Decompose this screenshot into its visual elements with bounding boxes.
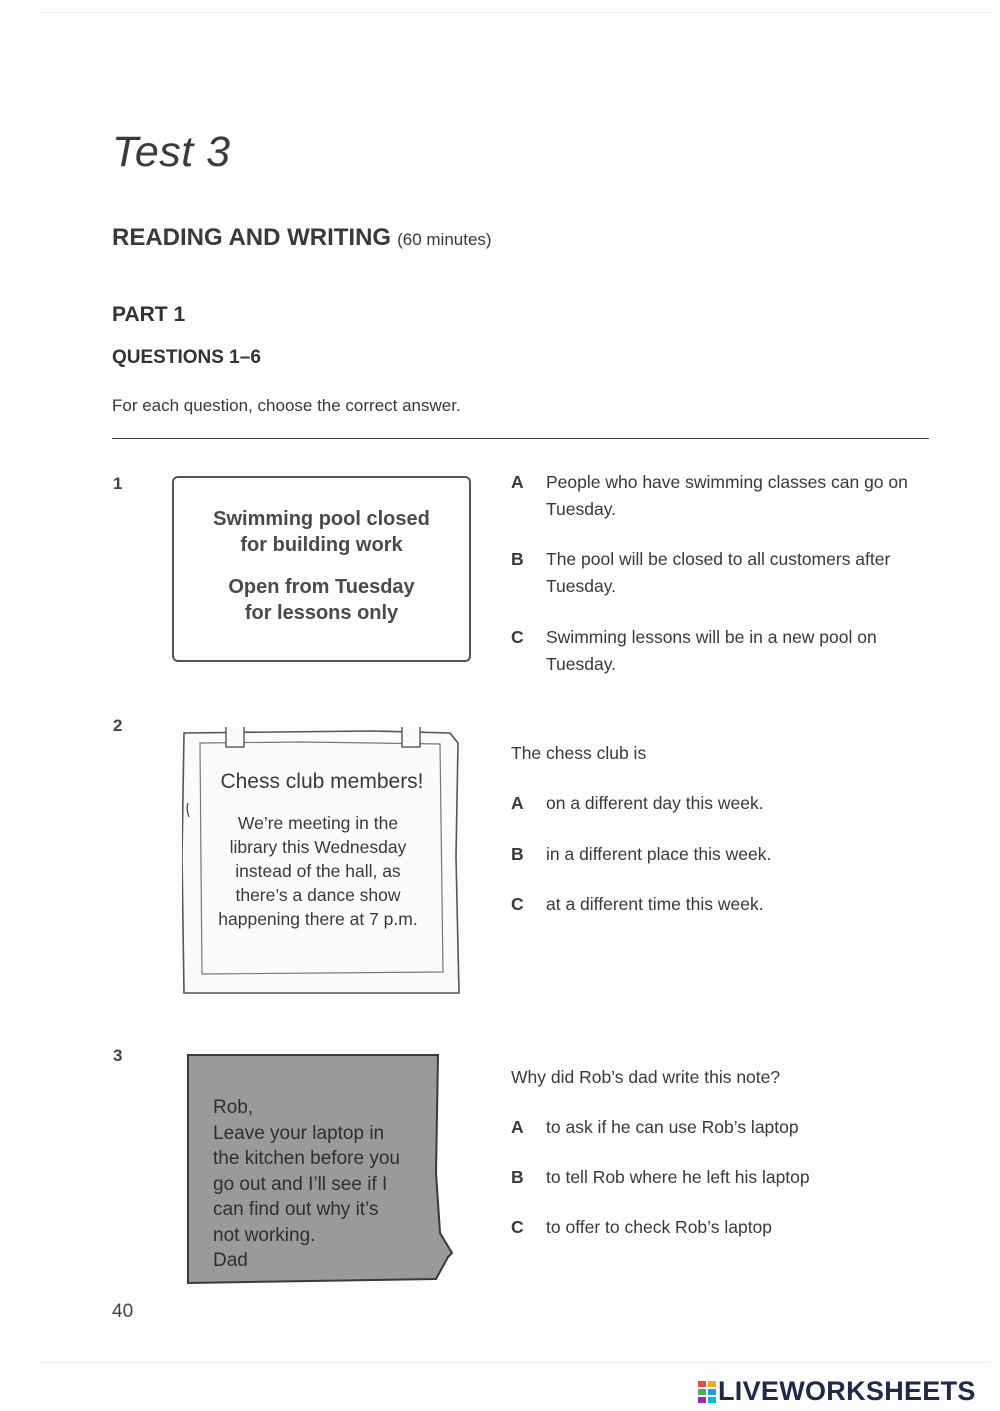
question-number: 3	[113, 1046, 123, 1065]
bottom-edge-line	[38, 1362, 990, 1363]
answer-option-a[interactable]	[511, 1114, 926, 1141]
note-line: not working.	[213, 1224, 316, 1246]
option-text: in a different place this week.	[546, 844, 772, 864]
option-text: The pool will be closed to all customers after Tuesday.	[546, 549, 891, 596]
question-number: 1	[113, 474, 123, 493]
answer-option-b[interactable]	[511, 546, 926, 600]
option-text: on a different day this week.	[546, 793, 764, 813]
note-line: Rob,	[213, 1097, 254, 1118]
option-letter: A	[511, 793, 524, 813]
test-title: Test 3	[112, 128, 231, 176]
note-line: can find out why it’s	[213, 1199, 379, 1220]
question-stem: Why did Rob’s dad write this note?	[511, 1067, 781, 1087]
questions-range: QUESTIONS 1–6	[112, 347, 261, 368]
notice-line: for lessons only	[244, 602, 399, 624]
top-edge-line	[38, 12, 990, 13]
option-letter: C	[511, 1217, 524, 1237]
question-number: 2	[113, 716, 123, 735]
brand-name: LIVEWORKSHEETS	[718, 1376, 976, 1406]
option-text: People who have swimming classes can go on Tuesday.	[546, 472, 908, 519]
option-letter: C	[511, 627, 524, 647]
note-line: Leave your laptop in	[213, 1122, 385, 1144]
note-line: go out and I’ll see if I	[213, 1173, 388, 1195]
option-letter: B	[511, 844, 524, 864]
instruction-text: For each question, choose the correct answer.	[112, 396, 461, 415]
answer-option-a[interactable]	[511, 469, 926, 523]
notice-line: Swimming pool closed	[213, 508, 430, 530]
option-text: to offer to check Rob’s laptop	[546, 1217, 773, 1237]
option-letter: B	[511, 1167, 524, 1187]
option-letter: A	[511, 1117, 524, 1137]
option-letter: A	[511, 472, 524, 492]
liveworksheets-icon	[698, 1381, 716, 1403]
answer-option-b[interactable]	[511, 841, 926, 868]
chess-notice-heading: Chess club members!	[220, 770, 424, 793]
option-text: to tell Rob where he left his laptop	[546, 1167, 810, 1187]
notice-line: for building work	[240, 534, 403, 556]
option-letter: B	[511, 549, 524, 569]
option-letter: C	[511, 894, 524, 914]
section-title: READING AND WRITING	[112, 224, 392, 251]
answer-option-c[interactable]	[511, 891, 926, 918]
option-text: to ask if he can use Rob’s laptop	[546, 1117, 799, 1137]
answer-option-c[interactable]	[511, 624, 926, 678]
section-divider	[112, 438, 929, 439]
notice-text-1	[174, 506, 469, 558]
sticky-note-text	[213, 1095, 443, 1274]
section-heading	[112, 224, 492, 252]
option-text: Swimming lessons will be in a new pool on Tuesday.	[546, 627, 877, 674]
chess-notice-body: We’re meeting in the library this Wednesday instead of the hall, as there’s a dance show happening there at 7 p.m.	[218, 813, 418, 929]
note-line: the kitchen before you	[213, 1148, 400, 1169]
note-line: Dad	[213, 1250, 248, 1271]
option-text: at a different time this week.	[546, 894, 764, 914]
part-heading: PART 1	[112, 303, 186, 326]
liveworksheets-logo[interactable]	[698, 1376, 976, 1407]
question-stem: The chess club is	[511, 743, 647, 763]
answer-option-a[interactable]	[511, 790, 926, 817]
pool-notice	[172, 476, 471, 662]
answer-option-c[interactable]	[511, 1214, 926, 1241]
answer-option-b[interactable]	[511, 1164, 926, 1191]
notice-text-2	[174, 574, 469, 626]
section-duration: (60 minutes)	[397, 230, 492, 249]
notice-line: Open from Tuesday	[228, 576, 415, 598]
page-number: 40	[112, 1301, 134, 1322]
